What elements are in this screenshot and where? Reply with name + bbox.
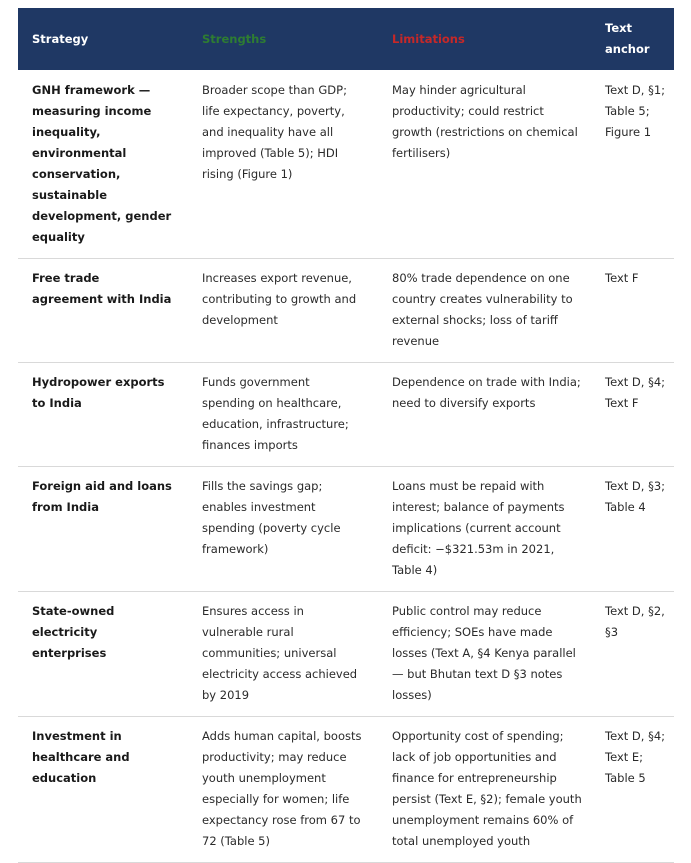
strengths-cell: Increases export revenue, contributing to growth and development bbox=[188, 259, 378, 363]
limitations-cell: 80% trade dependence on one country creates vulnerability to external shocks; loss of tariff revenue bbox=[378, 259, 597, 363]
strategy-table-container bbox=[18, 8, 674, 863]
anchor-cell: Text D, §4; Text E; Table 5 bbox=[597, 717, 674, 863]
table-row bbox=[18, 592, 674, 717]
header-strengths: Strengths bbox=[202, 31, 267, 46]
strategy-cell: Foreign aid and loans from India bbox=[18, 467, 188, 592]
strategy-cell: Hydropower exports to India bbox=[18, 363, 188, 467]
table-row bbox=[18, 363, 674, 467]
header-strategy: Strategy bbox=[32, 31, 89, 46]
table-header bbox=[18, 8, 674, 70]
header-row bbox=[18, 8, 674, 70]
limitations-cell: May hinder agricultural productivity; could restrict growth (restrictions on chemical fertilisers) bbox=[378, 70, 597, 259]
strengths-cell: Funds government spending on healthcare, education, infrastructure; finances imports bbox=[188, 363, 378, 467]
anchor-cell: Text D, §2, §3 bbox=[597, 592, 674, 717]
strategy-cell: Investment in healthcare and education bbox=[18, 717, 188, 863]
limitations-cell: Public control may reduce efficiency; SOEs have made losses (Text A, §4 Kenya parallel — but Bhutan text D §3 notes losses) bbox=[378, 592, 597, 717]
table-row bbox=[18, 717, 674, 863]
strengths-cell: Fills the savings gap; enables investment spending (poverty cycle framework) bbox=[188, 467, 378, 592]
strategy-cell: State-owned electricity enterprises bbox=[18, 592, 188, 717]
anchor-cell: Text F bbox=[597, 259, 674, 363]
anchor-cell: Text D, §4; Text F bbox=[597, 363, 674, 467]
strengths-cell: Broader scope than GDP; life expectancy, poverty, and inequality have all improved (Table 5); HDI rising (Figure 1) bbox=[188, 70, 378, 259]
anchor-cell: Text D, §3; Table 4 bbox=[597, 467, 674, 592]
strengths-cell: Ensures access in vulnerable rural communities; universal electricity access achieved by 2019 bbox=[188, 592, 378, 717]
limitations-cell: Opportunity cost of spending; lack of job opportunities and finance for entrepreneurship persist (Text E, §2); female youth unemployment remains 60% of total unemployed youth bbox=[378, 717, 597, 863]
header-text-anchor: Text anchor bbox=[605, 21, 650, 56]
strengths-cell: Adds human capital, boosts productivity; may reduce youth unemployment especially for women; life expectancy rose from 67 to 72 (Table 5) bbox=[188, 717, 378, 863]
table-row bbox=[18, 467, 674, 592]
limitations-cell: Loans must be repaid with interest; balance of payments implications (current account deficit: −$321.53m in 2021, Table 4) bbox=[378, 467, 597, 592]
strategy-cell: Free trade agreement with India bbox=[18, 259, 188, 363]
table-row bbox=[18, 70, 674, 259]
anchor-cell: Text D, §1; Table 5; Figure 1 bbox=[597, 70, 674, 259]
limitations-cell: Dependence on trade with India; need to diversify exports bbox=[378, 363, 597, 467]
table-body bbox=[18, 70, 674, 863]
table-row bbox=[18, 259, 674, 363]
header-limitations: Limitations bbox=[392, 31, 465, 46]
strategy-cell: GNH framework — measuring income inequality, environmental conservation, sustainable development, gender equality bbox=[18, 70, 188, 259]
strategy-table bbox=[18, 8, 674, 863]
